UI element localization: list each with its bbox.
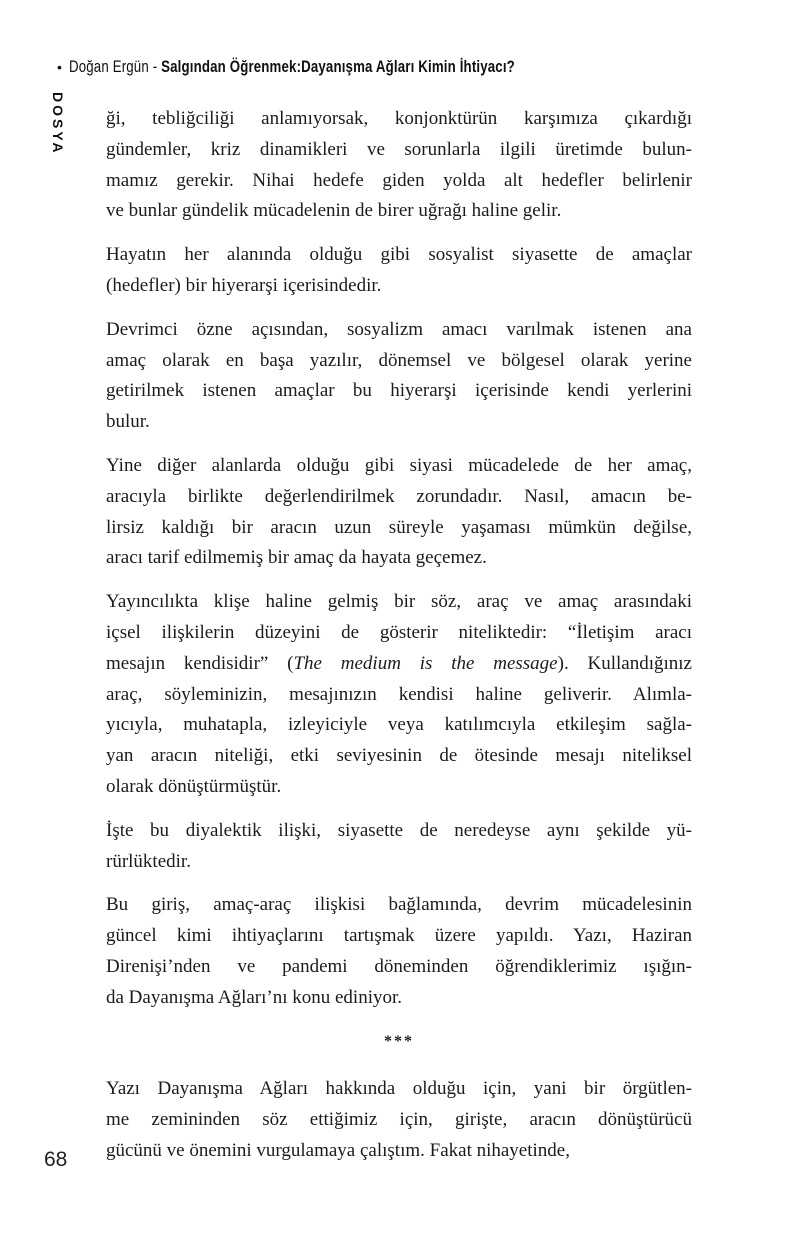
text-line: rürlüktedir. [106, 850, 191, 872]
text-line [106, 649, 692, 680]
header-separator: - [148, 57, 162, 76]
text-line: da Dayanışma Ağları’nı konu ediniyor. [106, 986, 403, 1008]
text-line: Yine diğer alanlarda olduğu gibi siyasi mücadelede de her amaç, [106, 454, 692, 476]
text-line: gücünü ve önemini vurgulamaya çalıştım. Fakat nihayetinde, [106, 1139, 570, 1161]
text-line: aracı tarif edilmemiş bir amaç da hayata geçemez. [106, 547, 487, 569]
text-line: olarak dönüştürmüştür. [106, 775, 282, 797]
header-text [69, 57, 515, 77]
paragraph [106, 816, 692, 878]
text-line: aracıyla birlikte değerlendirilmek zorundadır. Nasıl, amacın be- [106, 485, 692, 507]
text-line: yıcıyla, muhatapla, izleyiciyle veya katılımcıyla etkileşim sağla- [106, 714, 692, 736]
running-header [57, 57, 641, 77]
text-line: lirsiz kaldığı bir aracın uzun süreyle yaşaması mümkün değilse, [106, 516, 692, 538]
text-line: Devrimci özne açısından, sosyalizm amacı varılmak istenen ana [106, 318, 692, 340]
text-line: bulur. [106, 411, 150, 433]
text-segment: ). Kullandığınız [557, 652, 692, 674]
header-author: Doğan Ergün [68, 57, 149, 76]
text-line: Yazı Dayanışma Ağları hakkında olduğu için, yani bir örgütlen- [106, 1078, 692, 1100]
paragraph [106, 315, 692, 438]
paragraph [106, 451, 692, 574]
text-line: Direnişi’nden ve pandemi döneminden öğrendiklerimiz ışığın- [106, 955, 692, 977]
text-line: ği, tebliğciliği anlamıyorsak, konjonktürün karşımıza çıkardığı [106, 108, 692, 129]
text-line: İşte bu diyalektik ilişki, siyasette de neredeyse aynı şekilde yü- [106, 819, 692, 841]
text-line: ve bunlar gündelik mücadelenin de birer uğrağı haline gelir. [106, 200, 562, 222]
section-label-vertical: DOSYA [50, 92, 66, 156]
text-line: araç, söyleminizin, mesajınızın kendisi haline geliverir. Alımla- [106, 683, 692, 705]
text-line: (hedefler) bir hiyerarşi içerisindedir. [106, 274, 382, 296]
paragraph [106, 240, 692, 302]
text-line: mamız gerekir. Nihai hedefe giden yolda alt hedefler belirlenir [106, 169, 692, 191]
text-segment: mesajın kendisidir” ( [106, 652, 294, 674]
paragraph [106, 1074, 692, 1166]
section-separator: *** [384, 1032, 414, 1050]
text-line: me zemininden söz ettiğimiz için, girişte, aracın dönüştürücü [106, 1109, 692, 1131]
paragraph [106, 890, 692, 1013]
text-line: Yayıncılıkta klişe haline gelmiş bir söz, araç ve amaç arasındaki [106, 591, 692, 613]
text-line: getirilmek istenen amaçlar bu hiyerarşi içerisinde kendi yerlerini [106, 380, 692, 402]
text-line: amaç olarak en başa yazılır, dönemsel ve bölgesel olarak yerine [106, 349, 692, 371]
text-line: güncel kimi ihtiyaçlarını tartışmak üzere yapıldı. Yazı, Haziran [106, 925, 692, 947]
paragraph [106, 587, 692, 803]
text-line: Hayatın her alanında olduğu gibi sosyalist siyasette de amaçlar [106, 244, 692, 266]
text-line: gündemler, kriz dinamikleri ve sorunlarla ilgili üretimde bulun- [106, 138, 692, 160]
text-line: yan aracın niteliği, etki seviyesinin de ötesinde mesajı niteliksel [106, 745, 692, 767]
paragraph [106, 104, 692, 227]
italic-phrase: The medium is the message [293, 652, 558, 674]
page-number: 68 [44, 1148, 68, 1171]
header-bullet-icon: • [57, 59, 62, 75]
text-line: Bu giriş, amaç-araç ilişkisi bağlamında, devrim mücadelesinin [106, 894, 692, 916]
body-text [106, 104, 692, 1180]
header-title: Salgından Öğrenmek:Dayanışma Ağları Kimin İhtiyacı? [161, 57, 515, 76]
text-line: içsel ilişkilerin düzeyini de gösterir niteliktedir: “İletişim aracı [106, 621, 692, 643]
